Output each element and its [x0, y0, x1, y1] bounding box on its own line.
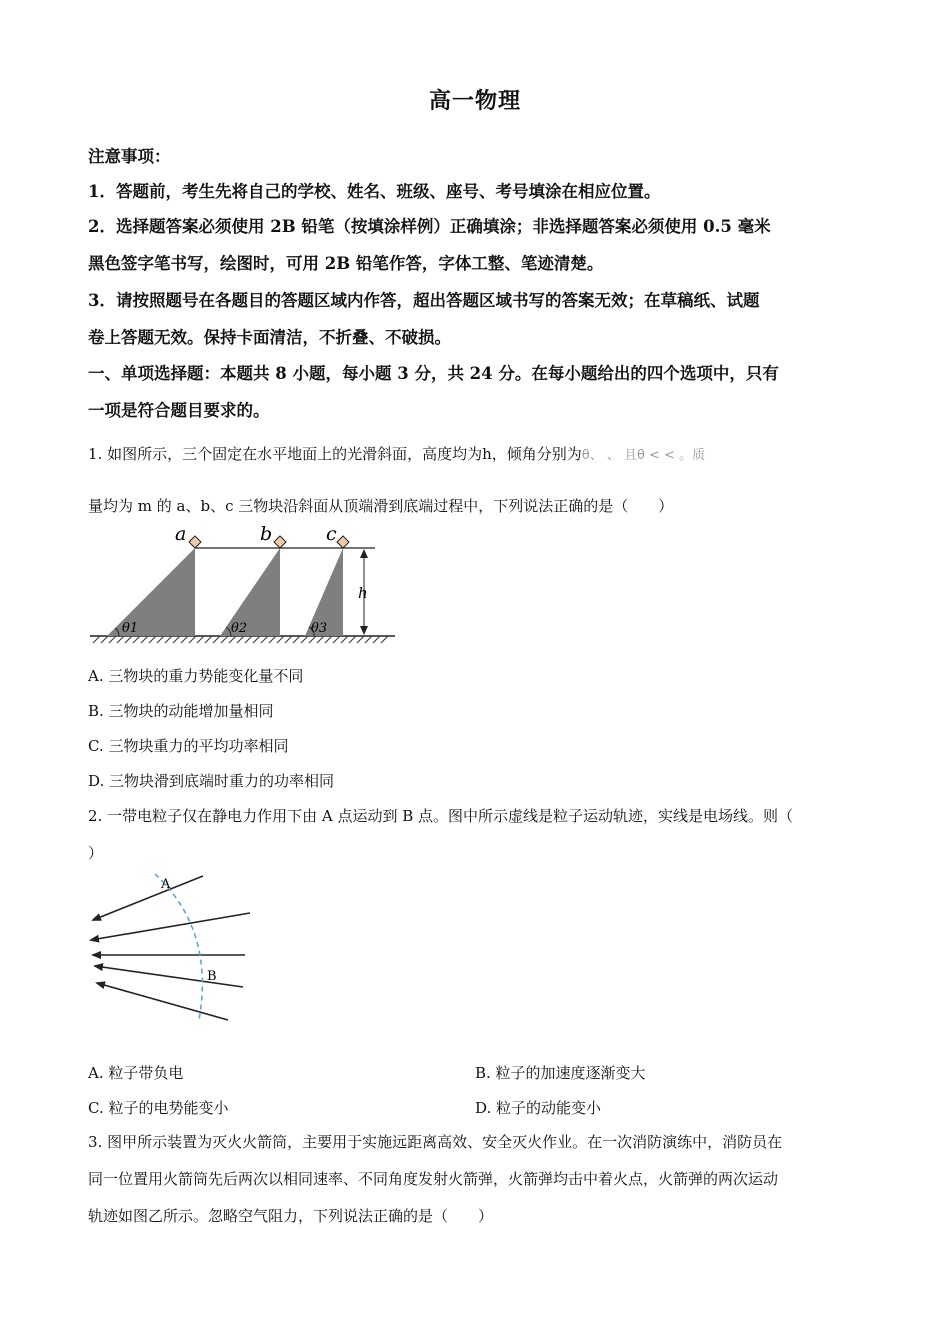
q1-stem-line-1 — [88, 443, 705, 464]
block-b — [274, 536, 286, 548]
q2-option-c: C. 粒子的电势能变小 — [88, 1099, 229, 1117]
q3-stem-line-1: 3. 图甲所示装置为灭火火箭筒，主要用于实施远距离高效、安全灭火作业。在一次消防演练中，消防员在 — [88, 1133, 783, 1151]
label-h: h — [358, 584, 368, 602]
q1-stem-text: 1. 如图所示，三个固定在水平地面上的光滑斜面，高度均为h，倾角分别为 — [88, 445, 582, 463]
height-arrow-top — [360, 549, 368, 558]
label-c: c — [326, 523, 337, 545]
field-line-2 — [91, 913, 250, 940]
notice-line-2a: 2．选择题答案必须使用 2B 铅笔（按填涂样例）正确填涂；非选择题答案必须使用 0.5 毫米 — [88, 217, 771, 236]
q2-figure — [85, 870, 260, 1030]
slope-a — [107, 548, 195, 636]
label-point-a: A — [161, 877, 171, 892]
label-theta-2: θ2 — [231, 621, 248, 636]
notice-line-1: 1．答题前，考生先将自己的学校、姓名、班级、座号、考号填涂在相应位置。 — [88, 182, 661, 201]
q1-option-d: D. 三物块滑到底端时重力的功率相同 — [88, 772, 335, 790]
q1-figure — [85, 520, 405, 650]
field-line-1 — [93, 876, 203, 920]
notice-heading: 注意事项： — [88, 147, 171, 166]
q3-stem-line-3: 轨迹如图乙所示。忽略空气阻力，下列说法正确的是（ ） — [88, 1207, 494, 1225]
label-theta-1: θ1 — [122, 621, 139, 636]
block-c — [337, 536, 349, 548]
block-a — [189, 536, 201, 548]
notice-line-3b: 卷上答题无效。保持卡面清洁，不折叠、不破损。 — [88, 328, 451, 347]
notice-line-2b: 黑色签字笔书写，绘图时，可用 2B 铅笔作答，字体工整、笔迹清楚。 — [88, 254, 604, 273]
slope-b — [220, 548, 280, 636]
q2-stem-line-1: 2. 一带电粒子仅在静电力作用下由 A 点运动到 B 点。图中所示虚线是粒子运动轨迹，实线是电场线。则（ — [88, 807, 794, 825]
page-title: 高一物理 — [428, 88, 521, 114]
q3-stem-line-2: 同一位置用火箭筒先后两次以相同速率、不同角度发射火箭弹，火箭弹均击中着火点，火箭弹的两次运动 — [88, 1170, 779, 1188]
field-line-5 — [97, 983, 228, 1020]
q1-option-b: B. 三物块的动能增加量相同 — [88, 702, 274, 720]
notice-line-3a: 3．请按照题号在各题目的答题区域内作答，超出答题区域书写的答案无效；在草稿纸、试题 — [88, 291, 760, 310]
label-point-b: B — [207, 969, 217, 984]
q2-option-b: B. 粒子的加速度逐渐变大 — [475, 1064, 646, 1082]
field-line-4 — [95, 966, 243, 987]
q1-option-a: A. 三物块的重力势能变化量不同 — [88, 667, 304, 685]
ground-hatching — [93, 636, 388, 643]
q2-option-d: D. 粒子的动能变小 — [475, 1099, 602, 1117]
height-arrow-bottom — [360, 626, 368, 635]
q2-option-a: A. 粒子带负电 — [88, 1064, 184, 1082]
q1-option-c: C. 三物块重力的平均功率相同 — [88, 737, 289, 755]
section-1-heading: 一、单项选择题：本题共 8 小题，每小题 3 分，共 24 分。在每小题给出的四个选项中，只有 — [88, 364, 779, 383]
label-b: b — [260, 523, 273, 545]
particle-trajectory — [155, 874, 202, 1020]
q2-stem-line-2: ） — [88, 844, 104, 862]
label-a: a — [175, 523, 187, 545]
label-theta-3: θ3 — [311, 621, 328, 636]
section-1-heading-cont: 一项是符合题目要求的。 — [88, 401, 270, 420]
q1-stem-theta: θ、 、 且θ < < 。质 — [581, 448, 706, 463]
q1-stem-line-2: 量均为 m 的 a、b、c 三物块沿斜面从顶端滑到底端过程中，下列说法正确的是（ ） — [88, 497, 674, 515]
